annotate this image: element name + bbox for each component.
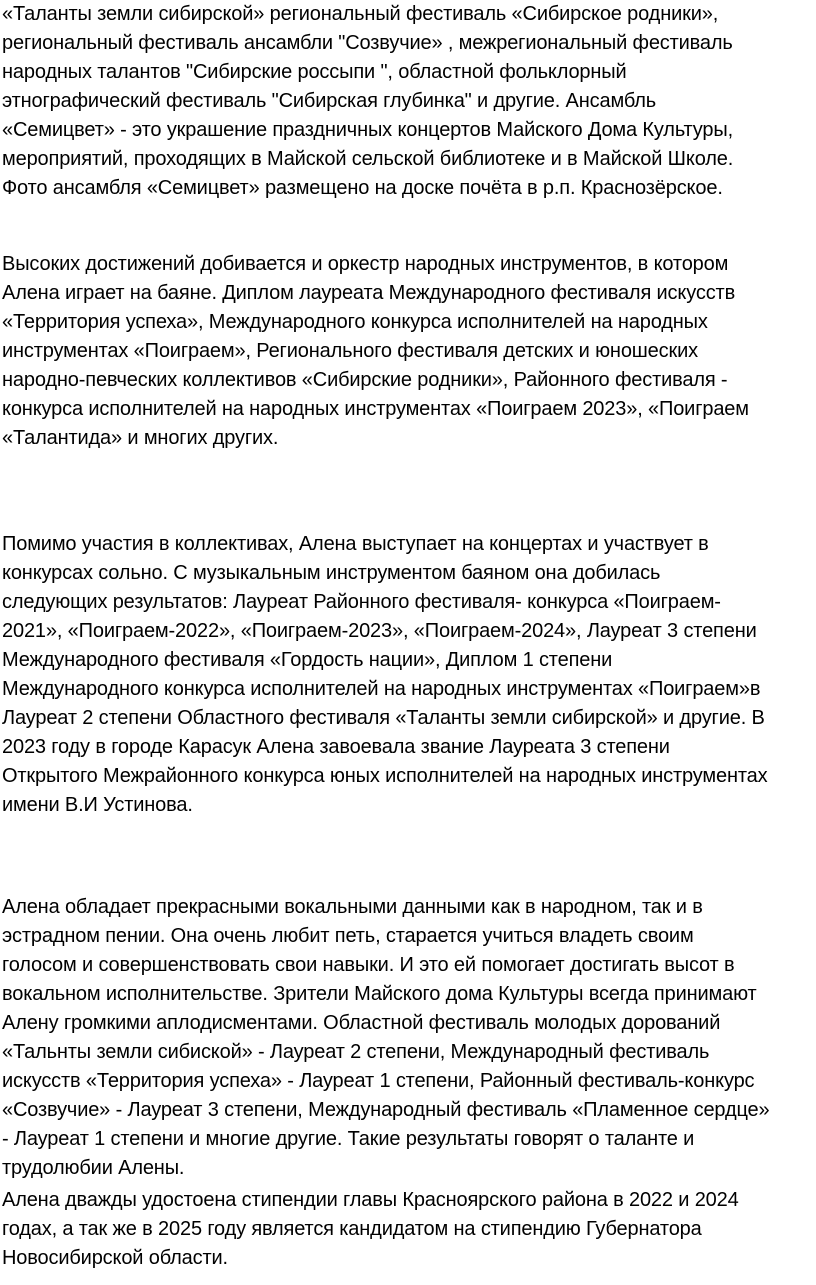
- paragraph-festivals: «Таланты земли сибирской» региональный фестиваль «Сибирское родники», региональный фестиваль ансамбли "Созвучие» , межрегиональный фестиваль народных талантов "Сибирские россыпи ", областной фольклорный этнографический фестиваль "Сибирская глубинка" и другие. Ансамбль «Семицвет» - это украшение праздничных концертов Майского Дома Культуры, мероприятий, проходящих в Майской сельской библиотеке и в Майской Школе. Фото ансамбля «Семицвет» размещено на доске почёта в р.п. Краснозёрское.: [2, 3, 734, 199]
- paragraph-solo-bayan: Помимо участия в коллективах, Алена выступает на концертах и участвует в конкурсах сольно. С музыкальным инструментом баяном она добилась следующих результатов: Лауреат Районного фестиваля- конкурса «Поиграем- 2021», «Поиграем-2022», «Поиграем-2023», «Поиграем-2024», Лауреат 3 степени Международного фестиваля «Гордость нации», Диплом 1 степени Международного конкурса исполнителей на народных инструментах «Поиграем»в Лауреат 2 степени Областного фестиваля «Таланты земли сибирской» и другие. В 2023 году в городе Карасук Алена завоевала звание Лауреата 3 степени Открытого Межрайонного конкурса юных исполнителей на народных инструментах имени В.И Устинова.: [2, 533, 768, 816]
- paragraph-vocal: Алена обладает прекрасными вокальными данными как в народном, так и в эстрадном пении. Она очень любит петь, старается учиться владеть своим голосом и совершенствовать свои навыки. И это ей помогает достигать высот в вокальном исполнительстве. Зрители Майского дома Культуры всегда принимают Алену громкими аплодисментами. Областной фестиваль молодых дорований «Тальнты земли сибиской» - Лауреат 2 степени, Международный фестиваль искусств «Территория успеха» - Лауреат 1 степени, Районный фестиваль-конкурс «Созвучие» - Лауреат 3 степени, Международный фестиваль «Пламенное сердце» - Лауреат 1 степени и многие другие. Такие результаты говорят о таланте и трудолюбии Алены.: [2, 896, 770, 1179]
- paragraph-scholarship: Алена дважды удостоена стипендии главы Красноярского района в 2022 и 2024 годах, а так же в 2025 году является кандидатом на стипендию Губернатора Новосибирской области.: [2, 1189, 739, 1269]
- paragraph-orchestra: Высоких достижений добивается и оркестр народных инструментов, в котором Алена играет на баяне. Диплом лауреата Международного фестиваля искусств «Территория успеха», Международного конкурса исполнителей на народных инструментах «Поиграем», Регионального фестиваля детских и юношеских народно-певческих коллективов «Сибирские родники», Районного фестиваля - конкурса исполнителей на народных инструментах «Поиграем 2023», «Поиграем «Талантида» и многих других.: [2, 253, 749, 449]
